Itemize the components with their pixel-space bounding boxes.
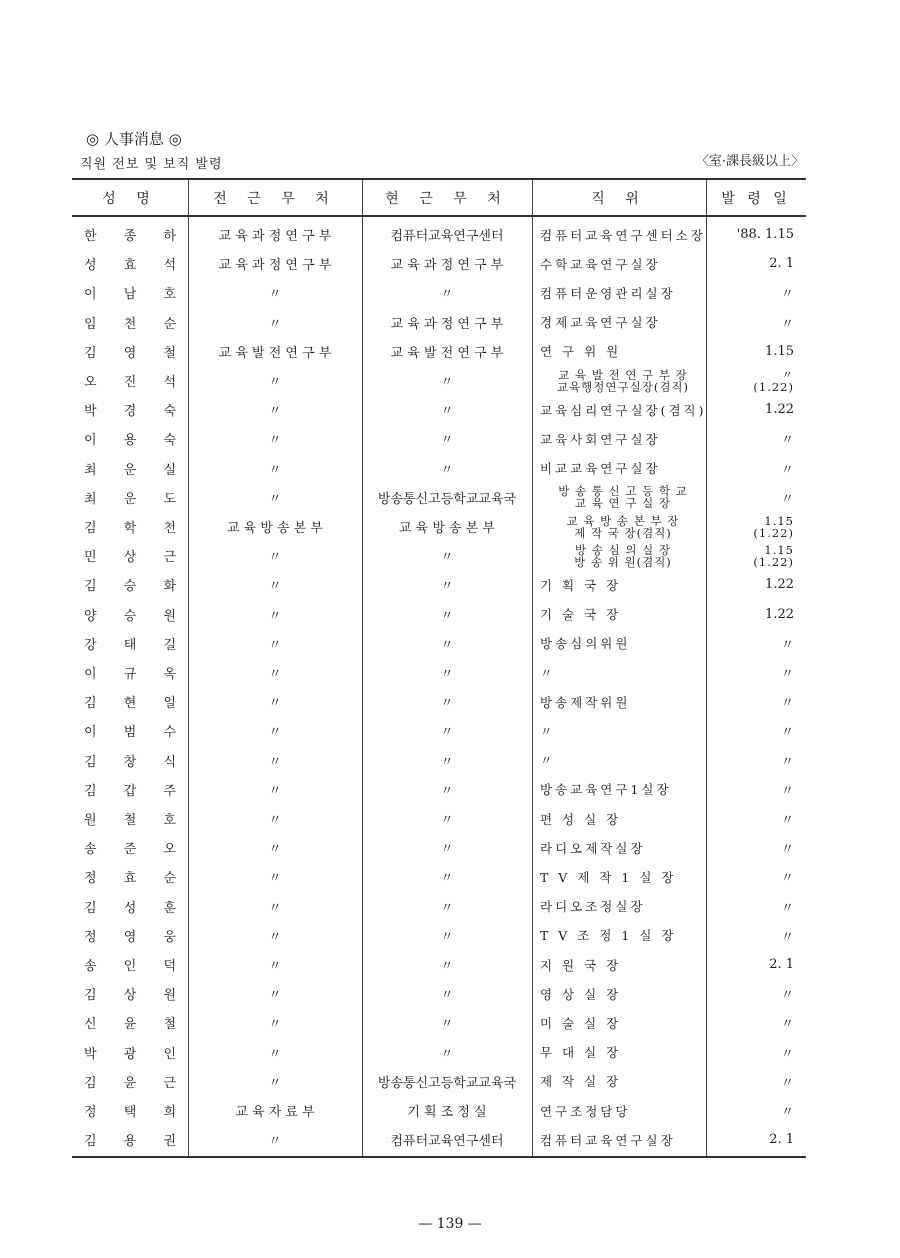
cell-current-office: 〃 [440,725,454,741]
name-char: 승 [123,579,137,595]
name-char: 임 [84,316,97,332]
name-char: 운 [123,491,137,507]
cell-appointment-date: 〃 [780,900,794,916]
name-char: 오 [163,842,176,858]
cell-current-office: 〃 [440,754,454,770]
name-char: 진 [123,375,137,391]
name-char: 성 [123,900,137,916]
cell-previous-office: 〃 [268,375,282,391]
cell-current-office: 〃 [440,375,454,391]
cell-previous-office: 〃 [268,988,282,1004]
name-char: 정 [84,871,97,887]
cell-position: 교육사회연구실장 [540,431,661,447]
cell-appointment-date [706,512,806,541]
cell-previous-office: 〃 [268,754,282,770]
cell-appointment-date: 〃 [780,842,794,858]
scope-note: 〈室·課長級以上〉 [695,154,804,169]
cell-appointment-date-line: (1.22) [753,525,794,540]
cell-position: 경제교육연구실장 [540,315,661,331]
cell-current-office: 〃 [440,783,454,799]
name-char: 최 [84,462,97,478]
cell-current-office: 〃 [440,433,454,449]
cell-position-line: 교 육 방 송 본 부 장 [566,513,680,528]
cell-appointment-date: 〃 [780,929,794,945]
cell-name [72,746,188,775]
name-char: 윤 [123,1017,137,1033]
name-char: 최 [84,491,97,507]
cell-appointment-date: 〃 [780,696,794,712]
name-char: 철 [163,1017,176,1033]
name-char: 학 [123,521,137,537]
cell-appointment-date: 〃 [780,1075,794,1091]
cell-name [72,249,188,278]
section-heading: ◎ 人事消息 ◎ [86,130,182,148]
name-char: 규 [123,667,137,683]
cell-name [72,424,188,453]
cell-position-line: 방 송 위 원(겸직) [574,554,672,569]
cell-appointment-date: 〃 [780,316,794,332]
cell-appointment-date: 1.15 [765,343,794,359]
name-char: 도 [163,491,176,507]
name-char: 김 [84,754,97,770]
cell-current-office: 〃 [440,637,454,653]
name-char: 김 [84,783,97,799]
cell-previous-office: 교 육 방 송 본 부 [226,521,323,537]
name-char: 정 [84,1105,97,1121]
name-char: 경 [123,404,137,420]
name-char: 송 [84,842,97,858]
name-char: 영 [123,345,137,361]
name-char: 이 [84,287,97,303]
cell-appointment-date-line: (1.22) [753,554,794,569]
name-char: 김 [84,696,97,712]
name-char: 상 [123,988,137,1004]
cell-position: 라디오제작실장 [540,840,646,856]
name-char: 상 [123,550,137,566]
cell-appointment-date: 〃 [780,433,794,449]
name-char: 희 [163,1105,176,1121]
name-char: 석 [163,258,176,274]
cell-appointment-date: 2. 1 [769,957,794,973]
name-char: 한 [84,229,97,245]
page-number: — 139 — [418,1216,482,1232]
name-char: 신 [84,1017,97,1033]
name-char: 태 [123,637,137,653]
name-char: 김 [84,521,97,537]
name-char: 윤 [123,1075,137,1091]
name-char: 인 [163,1046,176,1062]
name-char: 박 [84,1046,97,1062]
cell-name [72,833,188,862]
cell-position: T V 제 작 1 실 장 [540,869,677,885]
cell-name [72,395,188,424]
cell-appointment-date: 2. 1 [769,256,794,272]
cell-previous-office: 〃 [268,637,282,653]
cell-name [72,600,188,629]
cell-previous-office: 〃 [268,842,282,858]
table-subtitle: 직원 전보 및 보직 발령 [80,157,223,172]
cell-current-office: 〃 [440,871,454,887]
name-char: 용 [123,433,137,449]
name-char: 강 [84,637,97,653]
name-char: 천 [163,521,176,537]
name-char: 김 [84,579,97,595]
cell-position [532,541,706,570]
cell-name [72,512,188,541]
cell-position: 컴퓨터교육연구센터소장 [540,227,706,243]
cell-position: T V 조 정 1 실 장 [540,928,677,944]
cell-position: 라디오조정실장 [540,899,646,915]
cell-appointment-date [706,541,806,570]
cell-position: 교육심리연구실장(겸직) [540,402,707,418]
name-char: 김 [84,1075,97,1091]
cell-previous-office: 〃 [268,433,282,449]
cell-position-line: 교 육 발 전 연 구 부 장 [558,367,688,382]
cell-current-office: 〃 [440,988,454,1004]
cell-name [72,366,188,395]
cell-previous-office: 〃 [268,871,282,887]
cell-position: 컴퓨터운영관리실장 [540,285,676,301]
name-char: 순 [163,871,176,887]
cell-name [72,716,188,745]
name-char: 광 [123,1046,137,1062]
cell-appointment-date: 〃 [780,988,794,1004]
cell-position: 〃 [540,723,556,739]
cell-appointment-date-line: (1.22) [753,379,794,394]
cell-current-office: 컴퓨터교육연구센터 [390,229,504,245]
cell-appointment-date: 1.22 [765,402,794,418]
cell-name [72,629,188,658]
cell-appointment-date: 〃 [780,1046,794,1062]
name-char: 순 [163,316,176,332]
cell-previous-office: 〃 [268,725,282,741]
cell-name [72,921,188,950]
cell-appointment-date: 〃 [780,462,794,478]
cell-appointment-date-line: 1.15 [764,513,794,528]
cell-name [72,1067,188,1096]
cell-previous-office: 〃 [268,696,282,712]
cell-name [72,1008,188,1037]
name-char: 식 [163,754,176,770]
cell-name [72,337,188,366]
cell-current-office: 〃 [440,813,454,829]
cell-position: 기 획 국 장 [540,577,622,593]
name-char: 창 [123,754,137,770]
cell-position [532,483,706,512]
cell-previous-office: 교 육 과 정 연 구 부 [218,229,332,245]
cell-previous-office: 〃 [268,1046,282,1062]
cell-name [72,278,188,307]
name-char: 근 [163,1075,176,1091]
name-char: 송 [84,959,97,975]
header-position: 직 위 [591,190,647,207]
name-char: 원 [163,988,176,1004]
cell-appointment-date: 1.22 [765,606,794,622]
cell-name [72,483,188,512]
name-char: 준 [123,842,137,858]
name-char: 하 [163,229,176,245]
cell-position: 〃 [540,665,556,681]
name-char: 천 [123,316,137,332]
name-char: 길 [163,637,176,653]
cell-appointment-date: 〃 [780,813,794,829]
cell-current-office: 교 육 과 정 연 구 부 [390,316,504,332]
personnel-table [72,178,806,1158]
cell-position-line: 방 송 심 의 실 장 [575,542,671,557]
cell-position: 기 술 국 장 [540,607,622,623]
cell-name [72,570,188,599]
cell-position: 방송제작위원 [540,694,631,710]
cell-previous-office: 〃 [268,579,282,595]
cell-name [72,950,188,979]
cell-position: 방송심의위원 [540,636,631,652]
name-char: 수 [163,725,176,741]
cell-previous-office: 〃 [268,462,282,478]
name-char: 택 [123,1105,137,1121]
cell-name [72,687,188,716]
name-char: 남 [123,287,137,303]
cell-current-office: 교 육 방 송 본 부 [398,521,495,537]
name-char: 철 [123,813,137,829]
cell-current-office: 기 획 조 정 실 [407,1105,487,1121]
cell-current-office: 교 육 발 전 연 구 부 [390,345,504,361]
cell-position [532,366,706,395]
name-char: 옥 [163,667,176,683]
cell-position: 〃 [540,753,556,769]
name-char: 철 [163,345,176,361]
name-char: 이 [84,667,97,683]
cell-name [72,892,188,921]
cell-position: 편 성 실 장 [540,811,622,827]
cell-current-office: 〃 [440,929,454,945]
cell-appointment-date: 〃 [780,1105,794,1121]
cell-current-office: 〃 [440,462,454,478]
cell-current-office: 〃 [440,579,454,595]
name-char: 종 [123,229,137,245]
name-char: 원 [163,608,176,624]
cell-name [72,1096,188,1125]
cell-appointment-date: 〃 [780,754,794,770]
name-char: 정 [84,929,97,945]
cell-appointment-date: 〃 [780,287,794,303]
cell-previous-office: 〃 [268,667,282,683]
cell-appointment-date: '88. 1.15 [736,227,794,243]
cell-appointment-date-line: 1.15 [764,542,794,557]
name-char: 김 [84,345,97,361]
cell-current-office: 〃 [440,287,454,303]
cell-previous-office: 〃 [268,783,282,799]
cell-previous-office: 〃 [268,287,282,303]
cell-previous-office: 〃 [268,550,282,566]
cell-previous-office: 〃 [268,404,282,420]
cell-appointment-date: 2. 1 [769,1132,794,1148]
name-char: 덕 [163,959,176,975]
cell-current-office: 〃 [440,550,454,566]
cell-appointment-date: 〃 [780,667,794,683]
name-char: 갑 [123,783,137,799]
name-char: 범 [123,725,137,741]
cell-position-line: 교 육 연 구 실 장 [575,496,671,511]
cell-current-office: 〃 [440,842,454,858]
cell-position-line: 방 송 통 신 고 등 학 교 [558,484,688,499]
cell-current-office: 방송통신고등학교교육국 [377,491,517,507]
header-name: 성 명 [102,190,158,207]
cell-previous-office: 〃 [268,316,282,332]
cell-appointment-date [706,366,806,395]
cell-current-office: 〃 [440,696,454,712]
name-char: 권 [163,1134,176,1150]
cell-name [72,862,188,891]
cell-position: 방송교육연구1실장 [540,782,672,798]
cell-previous-office: 교 육 자 료 부 [235,1105,315,1121]
cell-name [72,220,188,249]
cell-position: 미 술 실 장 [540,1015,622,1031]
cell-position: 컴퓨터교육연구실장 [540,1132,676,1148]
cell-current-office: 방송통신고등학교교육국 [377,1075,517,1091]
cell-position-line: 제 작 국 장(겸직) [574,525,672,540]
name-char: 김 [84,1134,97,1150]
cell-current-office: 〃 [440,608,454,624]
cell-position: 비교교육연구실장 [540,461,661,477]
cell-appointment-date: 1.22 [765,577,794,593]
cell-position [532,512,706,541]
name-char: 운 [123,462,137,478]
name-char: 양 [84,608,97,624]
cell-appointment-date-line: 〃 [781,367,794,382]
header-appointment-date: 발 령 일 [721,190,791,207]
name-char: 근 [163,550,176,566]
name-char: 현 [123,696,137,712]
cell-previous-office: 〃 [268,959,282,975]
cell-previous-office: 〃 [268,1017,282,1033]
cell-appointment-date: 〃 [780,783,794,799]
cell-previous-office: 〃 [268,900,282,916]
name-char: 인 [123,959,137,975]
header-previous-office: 전 근 무 처 [213,190,337,207]
cell-name [72,658,188,687]
name-char: 오 [84,375,97,391]
cell-position-line: 교육행정연구실장(겸직) [556,379,690,394]
name-char: 이 [84,725,97,741]
cell-name [72,541,188,570]
cell-current-office: 〃 [440,959,454,975]
name-char: 민 [84,550,97,566]
name-char: 승 [123,608,137,624]
cell-position: 수학교육연구실장 [540,256,661,272]
name-char: 호 [163,287,176,303]
name-char: 효 [123,871,137,887]
name-char: 김 [84,900,97,916]
cell-position: 연 구 위 원 [540,344,622,360]
cell-current-office: 〃 [440,1046,454,1062]
cell-previous-office: 〃 [268,1075,282,1091]
name-char: 훈 [163,900,176,916]
cell-name [72,1038,188,1067]
name-char: 이 [84,433,97,449]
cell-appointment-date: 〃 [780,725,794,741]
cell-name [72,979,188,1008]
cell-appointment-date: 〃 [780,491,794,507]
name-char: 성 [84,258,97,274]
name-char: 효 [123,258,137,274]
name-char: 일 [163,696,176,712]
cell-current-office: 〃 [440,1017,454,1033]
cell-previous-office: 〃 [268,1134,282,1150]
name-char: 주 [163,783,176,799]
name-char: 용 [123,1134,137,1150]
name-char: 화 [163,579,176,595]
cell-current-office: 컴퓨터교육연구센터 [390,1134,504,1150]
name-char: 실 [163,462,176,478]
cell-position: 제 작 실 장 [540,1074,622,1090]
name-char: 석 [163,375,176,391]
cell-previous-office: 〃 [268,813,282,829]
cell-current-office: 〃 [440,667,454,683]
cell-position: 연구조정담당 [540,1103,631,1119]
cell-previous-office: 〃 [268,608,282,624]
name-char: 영 [123,929,137,945]
cell-position: 지 원 국 장 [540,957,622,973]
cell-name [72,454,188,483]
name-char: 숙 [163,433,176,449]
name-char: 웅 [163,929,176,945]
name-char: 원 [84,813,97,829]
cell-previous-office: 〃 [268,491,282,507]
cell-appointment-date: 〃 [780,637,794,653]
cell-position: 영 상 실 장 [540,986,622,1002]
cell-current-office: 〃 [440,404,454,420]
cell-name [72,308,188,337]
cell-current-office: 〃 [440,900,454,916]
cell-current-office: 교 육 과 정 연 구 부 [390,258,504,274]
cell-name [72,775,188,804]
cell-previous-office: 〃 [268,929,282,945]
name-char: 김 [84,988,97,1004]
cell-position: 무 대 실 장 [540,1045,622,1061]
cell-previous-office: 교 육 과 정 연 구 부 [218,258,332,274]
cell-appointment-date: 〃 [780,1017,794,1033]
cell-appointment-date: 〃 [780,871,794,887]
name-char: 박 [84,404,97,420]
name-char: 숙 [163,404,176,420]
cell-name [72,804,188,833]
cell-name [72,1125,188,1154]
name-char: 호 [163,813,176,829]
header-current-office: 현 근 무 처 [385,190,509,207]
cell-previous-office: 교 육 발 전 연 구 부 [218,345,332,361]
